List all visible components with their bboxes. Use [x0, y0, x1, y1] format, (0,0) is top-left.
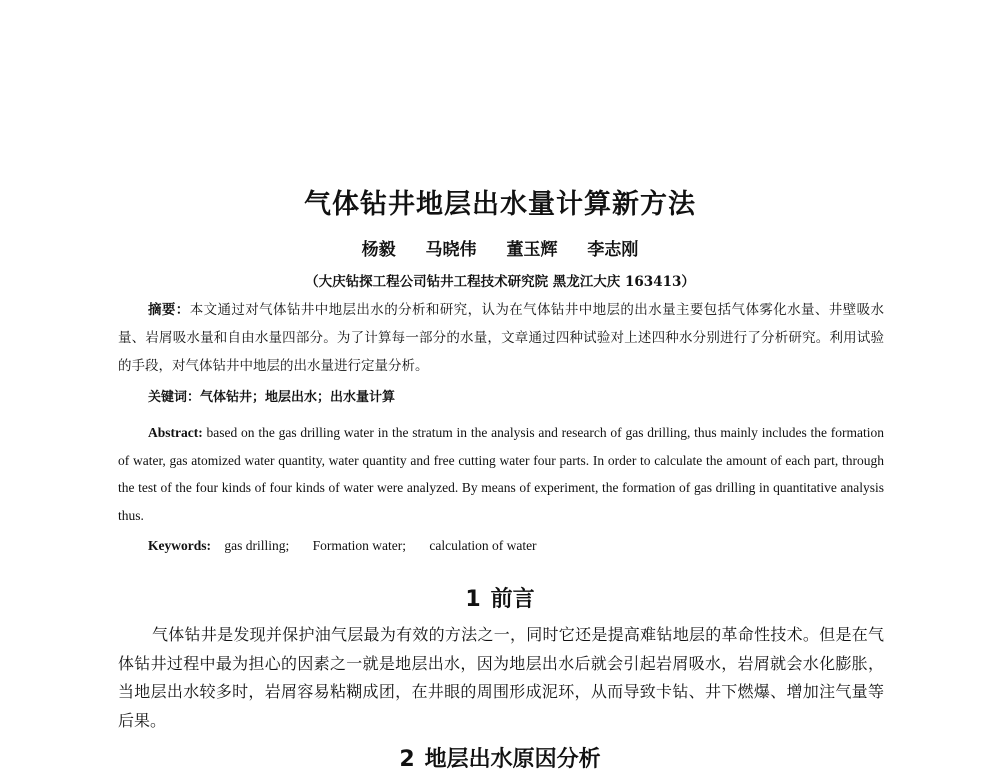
keywords-chinese-text: 气体钻井；地层出水；出水量计算 [200, 390, 396, 405]
keyword-item: gas drilling; [224, 538, 290, 553]
affiliation: （大庆钻探工程公司钻井工程技术研究院 黑龙江大庆 163413） [305, 274, 695, 290]
keywords-english [148, 538, 884, 554]
author-name: 李志刚 [587, 240, 639, 260]
section-2-number: 2 [399, 747, 415, 772]
abstract-english-text: based on the gas drilling water in the stratum in the analysis and research of gas drilling, thus mainly includes the formation of water, gas atomized water quantity, water quantity and free cutting water four parts. In order to calculate the amount of each part, through the test of the four kinds of four kinds of water were analyzed. By means of experiment, the formation of gas drilling in quantitative analysis thus. [118, 425, 885, 523]
keywords-chinese-label: 关键词： [148, 390, 201, 405]
section-2-heading [0, 742, 1000, 773]
keyword-item: Formation water; [312, 538, 406, 553]
section-1-heading [0, 582, 1000, 613]
abstract-english-label: Abstract: [148, 425, 203, 440]
section-1-number: 1 [465, 587, 481, 612]
keywords-english-label: Keywords: [148, 538, 211, 553]
author-name: 董玉辉 [506, 240, 558, 260]
abstract-chinese-text: 本文通过对气体钻井中地层出水的分析和研究，认为在气体钻井中地层的出水量主要包括气体雾化水量、井壁吸水量、岩屑吸水量和自由水量四部分。为了计算每一部分的水量，文章通过四种试验对上述四种水分别进行了分析研究。利用试验的手段，对气体钻井中地层的出水量进行定量分析。 [118, 302, 885, 374]
section-1-title: 前言 [490, 587, 535, 612]
keywords-chinese [148, 386, 884, 405]
keyword-item: calculation of water [429, 538, 537, 553]
author-name: 马晓伟 [425, 240, 477, 260]
abstract-chinese [118, 296, 884, 380]
section-2-title: 地层出水原因分析 [424, 747, 601, 772]
author-list [0, 235, 1000, 260]
section-1-body: 气体钻井是发现并保护油气层最为有效的方法之一，同时它还是提高难钻地层的革命性技术。但是在气体钻井过程中最为担心的因素之一就是地层出水，因为地层出水后就会引起岩屑吸水，岩屑就会水化膨胀，当地层出水较多时，岩屑容易粘糊成团，在井眼的周围形成泥环，从而导致卡钻、井下燃爆、增加注气量等后果。 [118, 625, 884, 730]
abstract-chinese-label: 摘要： [148, 302, 190, 318]
author-name: 杨毅 [361, 240, 396, 260]
abstract-english [118, 419, 884, 529]
paper-title: 气体钻井地层出水量计算新方法 [304, 189, 696, 220]
